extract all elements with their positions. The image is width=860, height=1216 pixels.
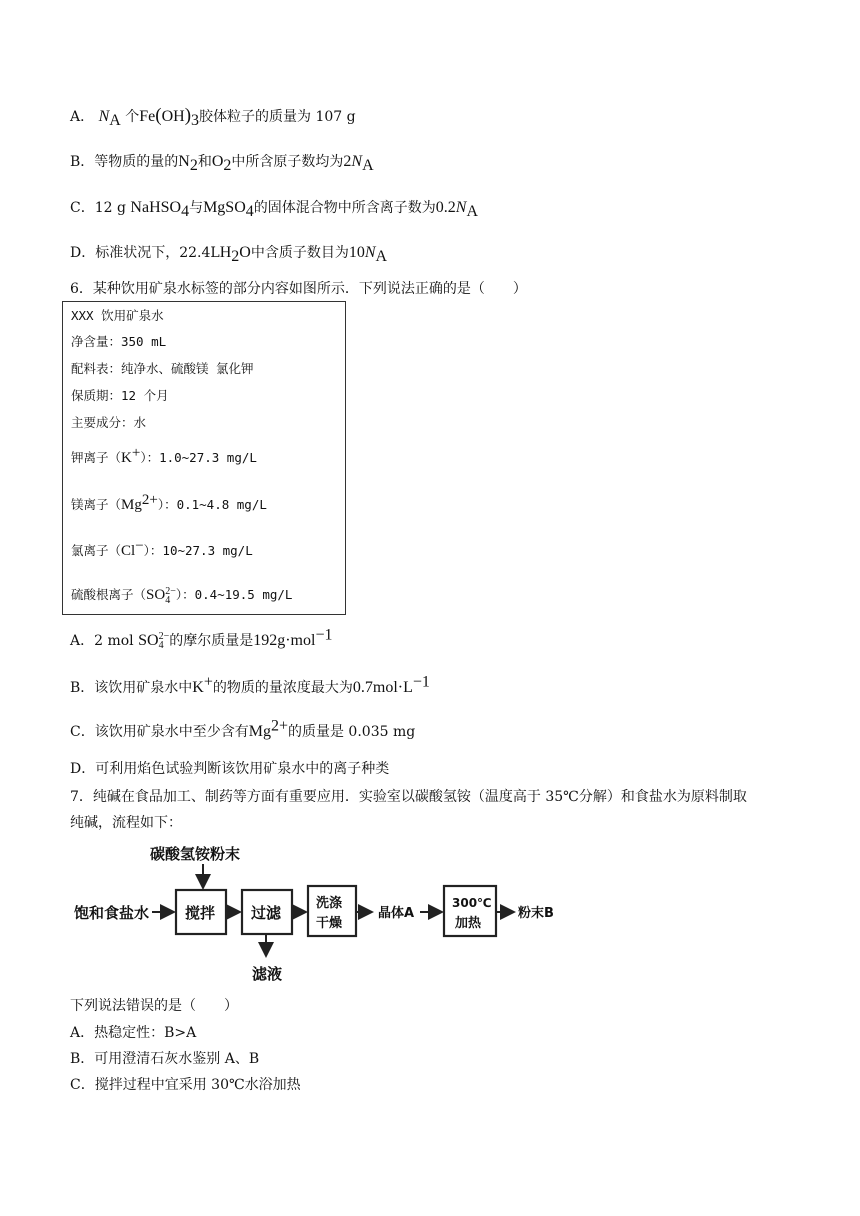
q5-option-d: D．标准状况下，$22.4LH_2O$中含质子数目为$10N_A$ xyxy=(70,244,388,265)
flow-powder-b: 粉末B xyxy=(518,906,554,921)
label-title: XXX 饮用矿泉水 xyxy=(71,308,164,323)
label-main: 主要成分：水 xyxy=(71,415,147,430)
flow-input-left: 饱和食盐水 xyxy=(74,904,150,922)
q6-option-b: B．该饮用矿泉水中K+的物质的量浓度最大为$0.7mol\cdot L^{-1}$ xyxy=(70,673,430,696)
q6-option-a: A．2 mol SO 2− 4 的摩尔质量是192g·mol$^{-1}$ xyxy=(70,626,333,651)
mineral-water-label xyxy=(62,301,346,615)
flow-step-stir: 搅拌 xyxy=(185,904,216,922)
flow-temp: 300℃ xyxy=(452,896,492,910)
q5-option-b: B．等物质的量的$N_2$和$O_2$中所含原子数均为$2N_A$ xyxy=(70,153,374,174)
q7-question: 下列说法错误的是（ ） xyxy=(70,998,238,1014)
label-net: 净含量：350 mL xyxy=(71,334,167,349)
q7-stem-line1: 7．纯碱在食品加工、制药等方面有重要应用．实验室以碳酸氢铵（温度高于 35℃分解）和食盐水为原料制取 xyxy=(70,789,747,805)
label-shelf-life: 保质期：12 个月 xyxy=(71,388,169,403)
q7-option-c: C．搅拌过程中宜采用 30℃水浴加热 xyxy=(70,1077,301,1093)
flow-step-filter: 过滤 xyxy=(251,904,282,922)
flow-input-top: 碳酸氢铵粉末 xyxy=(150,845,241,863)
label-cl: 氯离子（Cl−）：10~27.3 mg/L xyxy=(71,537,253,559)
q7-stem-line2: 纯碱，流程如下： xyxy=(70,815,182,831)
flow-crystal-a: 晶体A xyxy=(378,906,415,921)
label-so4: 硫酸根离子（SO 2− 4 ）：0.4~19.5 mg/L xyxy=(71,585,293,606)
flow-step-wash: 洗涤 xyxy=(316,896,343,911)
flow-step-dry: 干燥 xyxy=(316,916,343,931)
label-mg: 镁离子$(Mg^{2+})$：0.1~4.8 mg/L xyxy=(71,491,267,513)
q6-stem: 6．某种饮用矿泉水标签的部分内容如图所示．下列说法正确的是（ ） xyxy=(70,281,527,297)
q6-option-c: C．该饮用矿泉水中至少含有$Mg^{2+}$的质量是 0.035 mg xyxy=(70,717,416,740)
label-ingredients: 配料表：纯净水、硫酸镁 氯化钾 xyxy=(71,361,254,376)
q7-option-a: A．热稳定性：B>A xyxy=(70,1025,197,1041)
q6-option-d: D．可利用焰色试验判断该饮用矿泉水中的离子种类 xyxy=(70,761,390,777)
q7-option-b: B．可用澄清石灰水鉴别 A、B xyxy=(70,1051,260,1067)
flow-diagram xyxy=(0,838,860,988)
q5-option-c: C．12 g NaHSO$_4$与MgSO$_4$的固体混合物中所含离子数为$0.2N_A$ xyxy=(70,199,478,220)
flow-step-heat: 加热 xyxy=(455,916,482,931)
flow-filtrate: 滤液 xyxy=(252,965,283,983)
label-k: 钾离子（K+）：1.0~27.3 mg/L xyxy=(71,444,257,466)
q5-option-a: A． $N_A$ 个$Fe(OH)_3$胶体粒子的质量为 107 g xyxy=(70,105,356,129)
